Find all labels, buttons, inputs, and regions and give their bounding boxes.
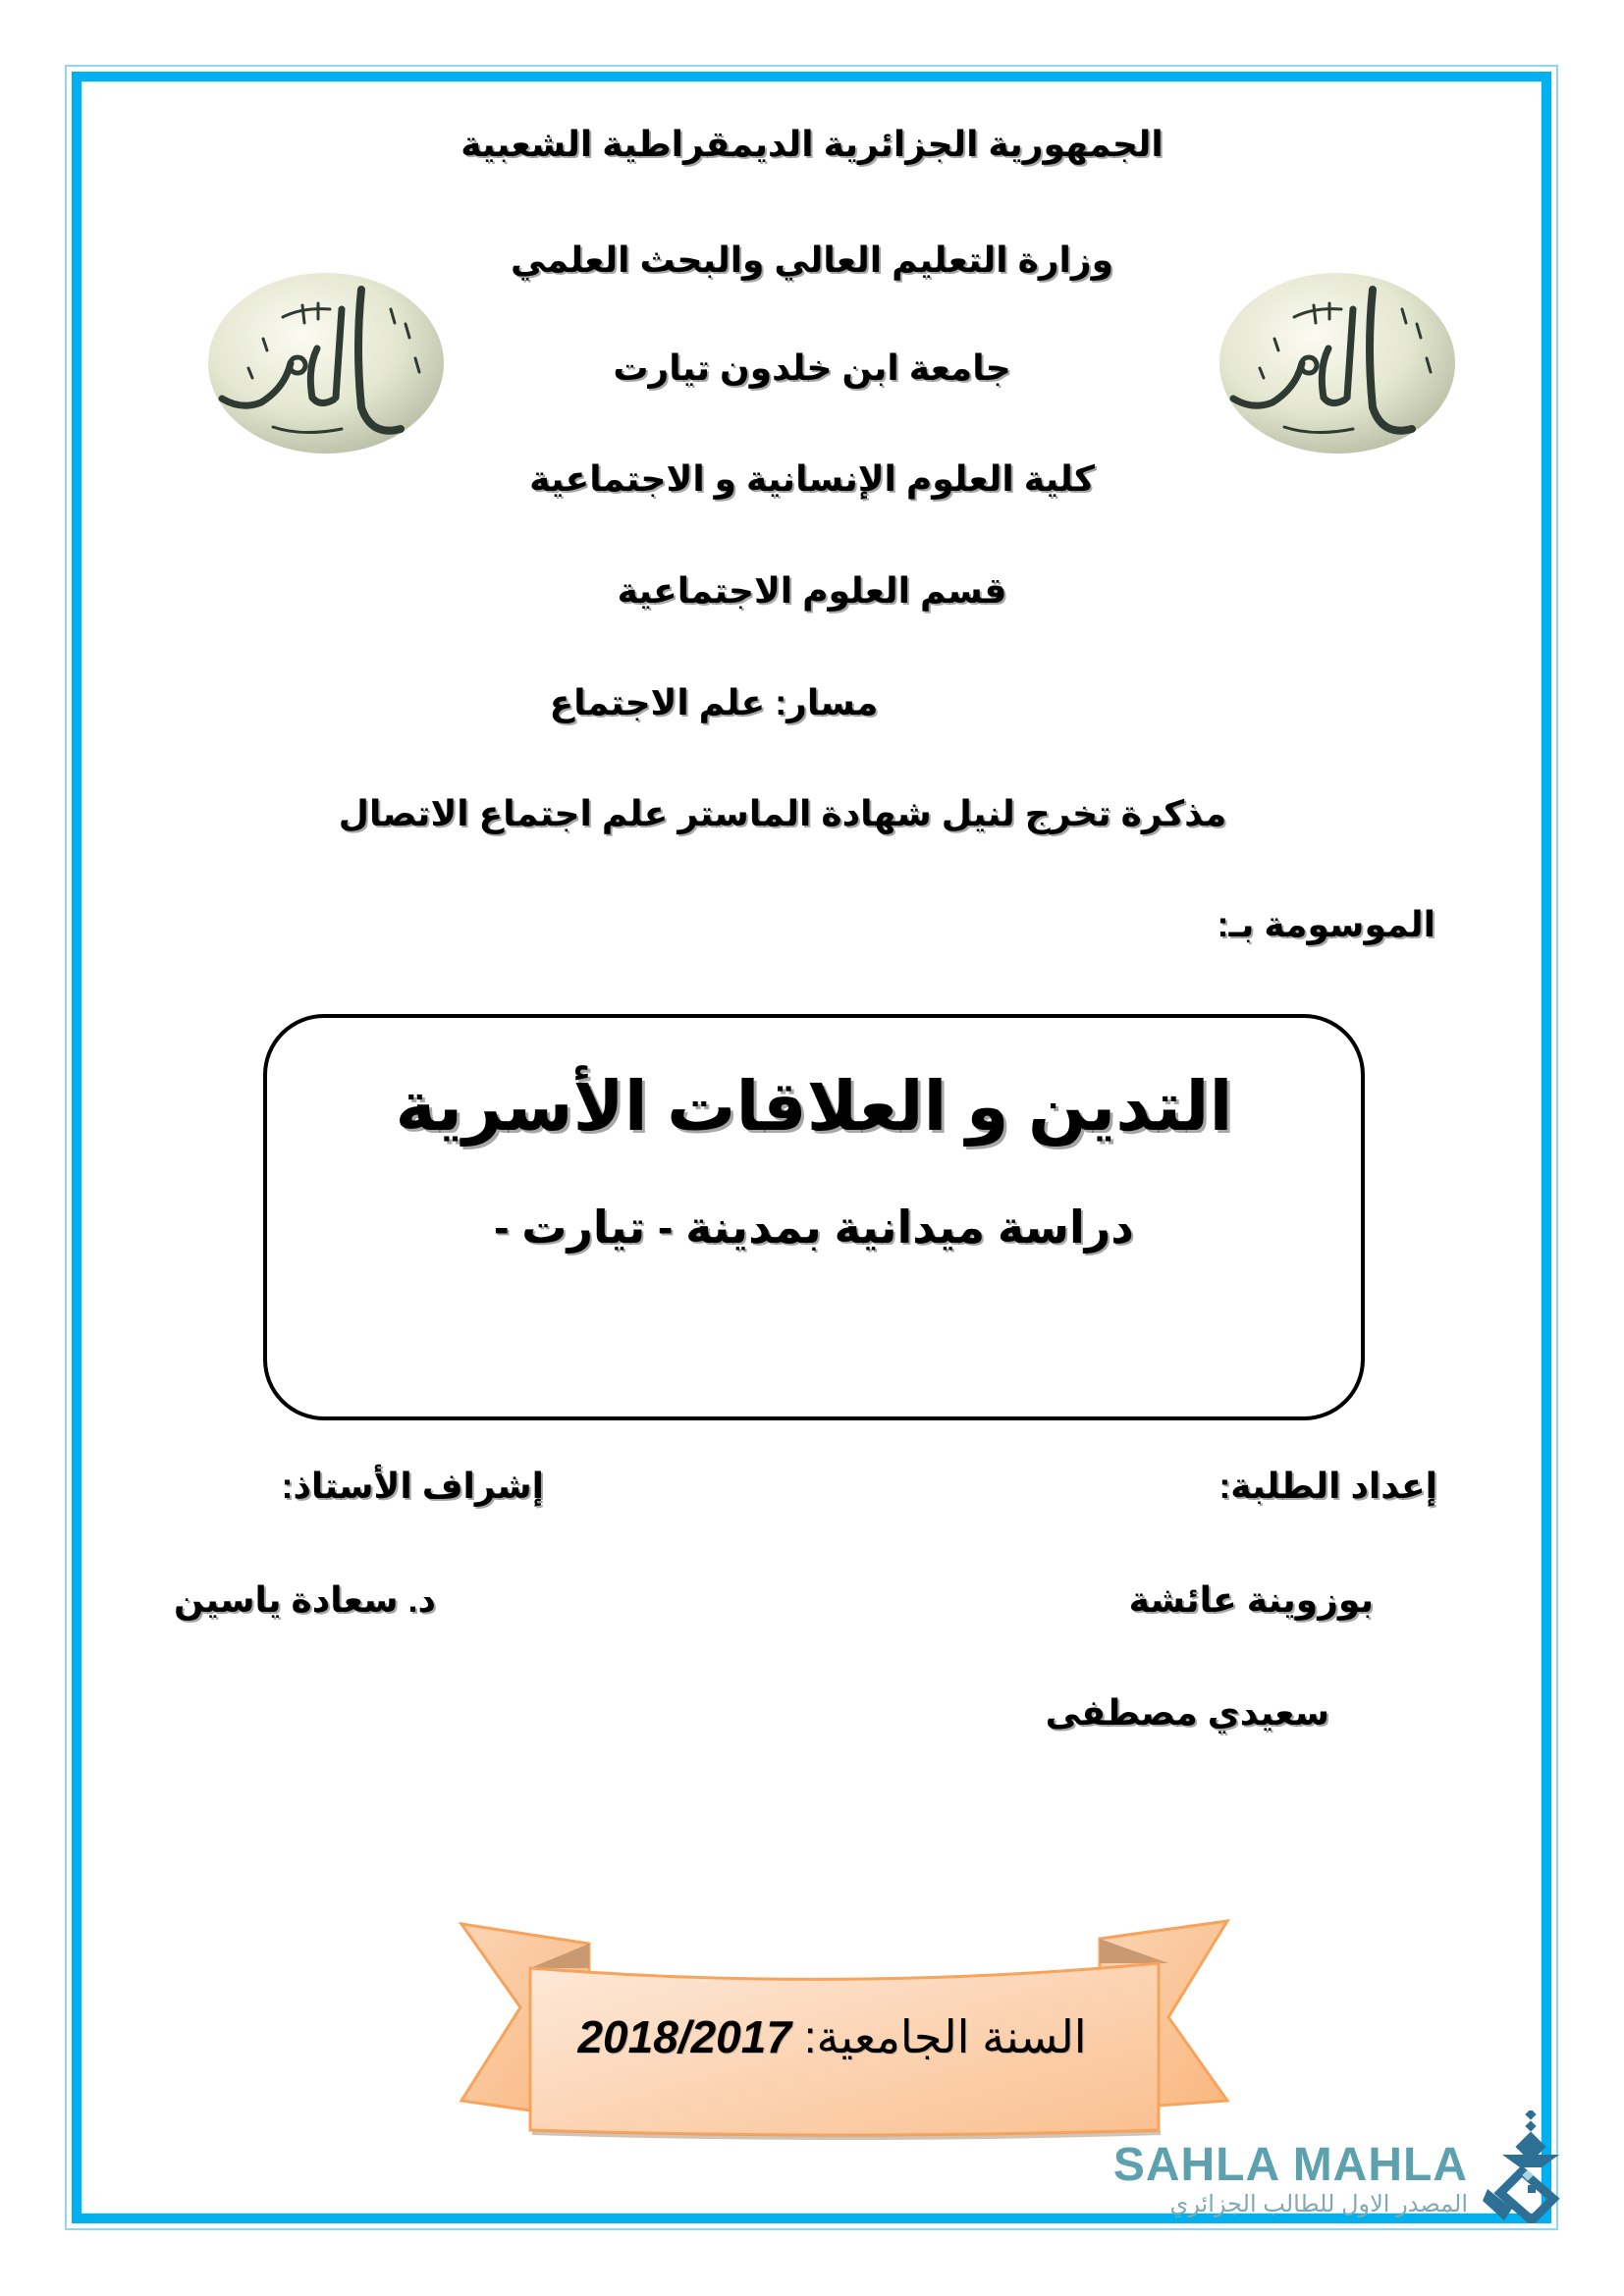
track-heading: مسار: علم الاجتماع — [549, 682, 879, 722]
thesis-title-box — [263, 1014, 1365, 1420]
university-heading: جامعة ابن خلدون تيارت — [613, 347, 1011, 388]
degree-heading: مذكرة تخرج لنيل شهادة الماستر علم اجتماع الاتصال — [338, 793, 1227, 833]
watermark-brand: SAHLA MAHLA — [1112, 2139, 1468, 2191]
supervisor-name: د. سعادة ياسين — [174, 1579, 436, 1620]
titled-by-label: الموسومة بـ: — [1217, 904, 1435, 944]
republic-heading: الجمهورية الجزائرية الديمقراطية الشعبية — [460, 124, 1164, 164]
student-name-1: بوزوينة عائشة — [1128, 1579, 1374, 1620]
department-heading: قسم العلوم الاجتماعية — [617, 570, 1007, 611]
sahla-mahla-watermark — [1112, 2139, 1561, 2228]
sahla-mahla-emblem-icon — [1483, 2110, 1561, 2223]
students-label: إعداد الطلبة: — [1218, 1466, 1437, 1506]
watermark-tagline: المصدر الاول للطالب الجزائري — [1169, 2191, 1468, 2217]
academic-year-text — [530, 1988, 1134, 2086]
thesis-title: التدين و العلاقات الأسرية — [395, 1068, 1233, 1145]
faculty-heading: كلية العلوم الإنسانية و الاجتماعية — [529, 458, 1095, 499]
supervisor-label: إشراف الأستاذ: — [281, 1466, 544, 1506]
academic-year-value: 2018/2017 — [577, 2011, 791, 2062]
ministry-heading: وزارة التعليم العالي والبحث العلمي — [511, 240, 1113, 280]
academic-year-label: السنة الجامعية: — [803, 2011, 1087, 2062]
thesis-subtitle: دراسة ميدانية بمدينة - تيارت - — [494, 1201, 1134, 1253]
student-name-2: سعيدي مصطفى — [1045, 1692, 1329, 1733]
